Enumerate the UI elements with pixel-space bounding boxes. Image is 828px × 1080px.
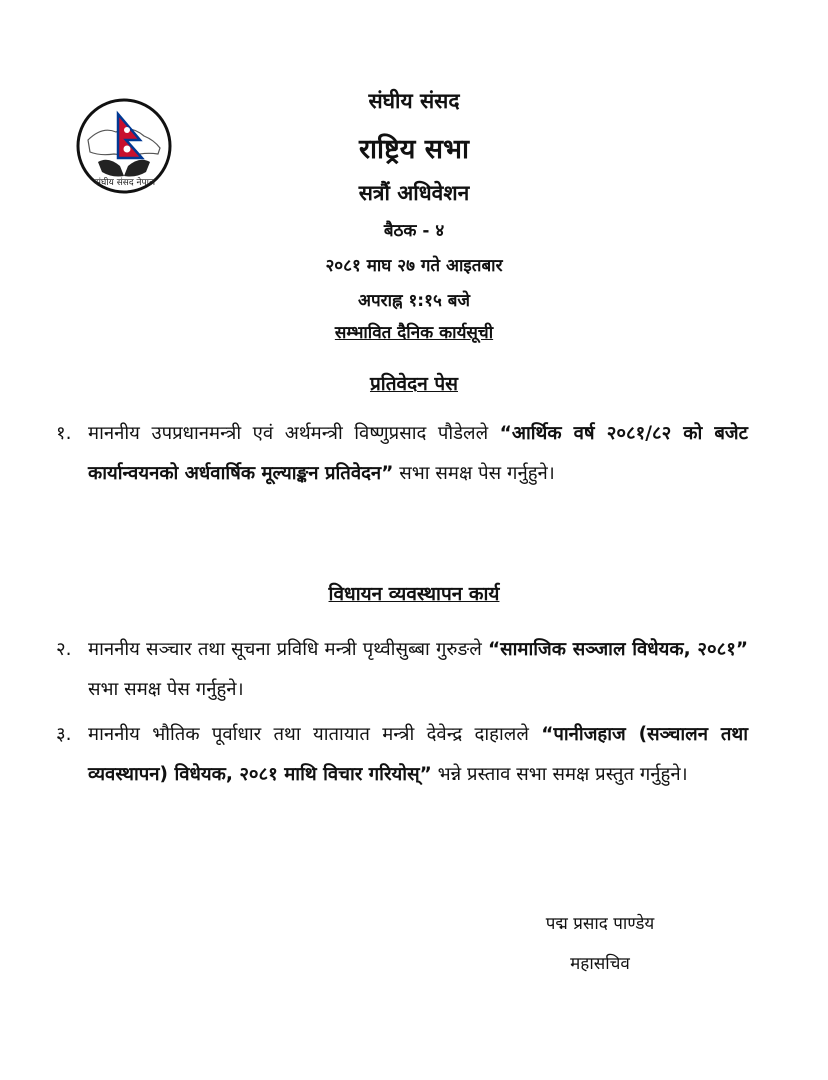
item-text-post: सभा समक्ष पेस गर्नुहुने। (88, 679, 244, 700)
header-session: सत्रौं अधिवेशन (358, 181, 470, 205)
signatory-name: पद्म प्रसाद पाण्डेय (545, 914, 655, 934)
header-national-assembly: राष्ट्रिय सभा (358, 134, 470, 165)
item-number: २. (56, 639, 72, 660)
item-text (88, 630, 748, 710)
item-number: ३. (56, 724, 72, 745)
item-text-post: भन्ने प्रस्ताव सभा समक्ष प्रस्तुत गर्नुहुने। (431, 764, 688, 785)
header-federal-parliament: संघीय संसद (368, 89, 460, 113)
item-text-bold: “सामाजिक सञ्जाल विधेयक, २०८१” (487, 639, 748, 660)
signatory-title: महासचिव (570, 954, 630, 974)
header-meeting: बैठक - ४ (383, 221, 445, 241)
item-text-pre: माननीय सञ्चार तथा सूचना प्रविधि मन्त्री पृथ्वीसुब्बा गुरुङले (88, 639, 488, 660)
header-time: अपराह्न १:१५ बजे (357, 291, 471, 311)
item-text-post: सभा समक्ष पेस गर्नुहुने। (393, 463, 555, 484)
item-text-pre: माननीय उपप्रधानमन्त्री एवं अर्थमन्त्री विष्णुप्रसाद पौडेलले (88, 423, 500, 444)
header-date: २०८१ माघ २७ गते आइतबार (325, 256, 503, 276)
item-number: १. (56, 423, 72, 444)
item-text-bold: “आर्थिक वर्ष २०८१/८२ को बजेट कार्यान्वयनको अर्धवार्षिक मूल्याङ्कन प्रतिवेदन” (88, 423, 748, 484)
logo-caption: संघीय संसद नेपाल (94, 178, 156, 188)
item-text-pre: माननीय भौतिक पूर्वाधार तथा यातायात मन्त्री देवेन्द्र दाहालले (88, 724, 542, 745)
item-text-bold: “पानीजहाज (सञ्चालन तथा व्यवस्थापन) विधेयक, २०८१ माथि विचार गरियोस्” (88, 724, 748, 785)
section-title-legislation: विधायन व्यवस्थापन कार्य (328, 583, 500, 605)
section-title-report: प्रतिवेदन पेस (369, 373, 458, 395)
item-text (88, 414, 748, 494)
header-agenda-title: सम्भावित दैनिक कार्यसूची (334, 323, 494, 343)
item-text (88, 715, 748, 795)
